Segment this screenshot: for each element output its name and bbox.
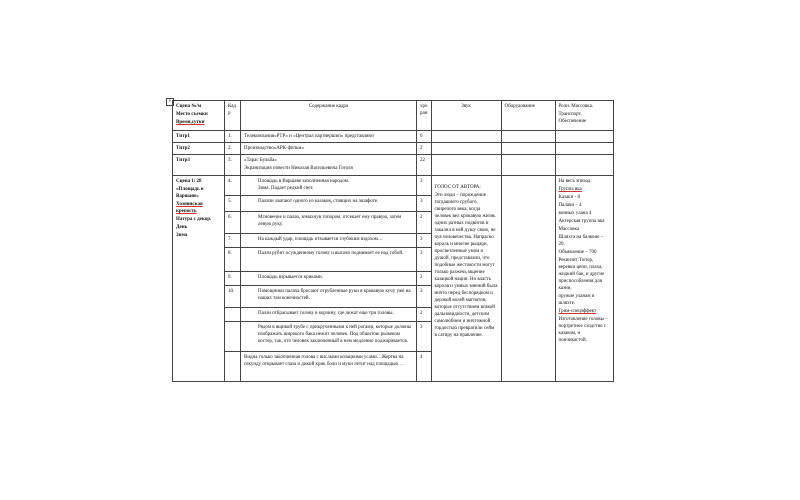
scene-line: Зима [176, 233, 188, 238]
empty-cell [555, 155, 613, 176]
roles-line: вонных улана 4 [558, 211, 592, 216]
shot-content-line: Зима. Падает редкий снег. [258, 186, 314, 191]
sound-cell [431, 176, 501, 382]
shot-content-line: Видна только закопченная голова с вислыми козацкими усами…Жертва на секунду открывает глаза и дикий крик боли и муки летит над площадью… [244, 355, 404, 367]
scene-line: «Площадь в Варшаве» [176, 187, 204, 199]
roles-line: Казаки - 8 [558, 195, 580, 200]
roles-line: Группа вка [558, 187, 582, 192]
shooting-script-table [172, 100, 614, 382]
title-duration: 2 [417, 143, 432, 155]
shot-duration: 2 [417, 272, 432, 286]
scene-line: Натура с декор. [176, 217, 212, 222]
header-scene-line: Сцена №/м [176, 104, 202, 109]
shot-content [241, 196, 417, 212]
roles-line: На весь эпизод: [558, 179, 592, 184]
empty-cell [501, 143, 555, 155]
title-frame: 1. [225, 131, 241, 143]
roles-line: Изготовление головы – портретное сходство с казаком, и пончикастой. [558, 317, 608, 343]
empty-cell [431, 155, 501, 176]
title-frame: 2. [225, 143, 241, 155]
table-move-handle-icon[interactable]: + [166, 98, 174, 106]
shot-content [241, 234, 417, 248]
shot-content [241, 322, 417, 352]
shot-content-line: Мгновение и палач, взмахнув топором, отсекает ему правую, затем левую руку. [258, 215, 402, 227]
roles-line: Грим-спецэффект [558, 309, 597, 314]
roles-line: Палачи – 4 [558, 203, 582, 208]
shot-content-line: Рядом в ящикой трубе с прикрученными к ней рогами, которые должны изображать широкого бака нежит человек. Под обшитою рыжеком костер, так, что человек заключенный в нем медленно поджаривается. [258, 325, 412, 344]
header-sound: Звук [431, 101, 501, 131]
shot-content [241, 248, 417, 272]
title-content [241, 155, 417, 176]
title-row [173, 143, 614, 155]
header-equipment: Оборудование [501, 101, 555, 131]
roles-line: Массовка [558, 227, 580, 232]
shot-frame: 7. [225, 234, 241, 248]
title-row [173, 155, 614, 176]
shot-content-line: На каждый удар, площадь отзывается глубоким вздохом… [258, 237, 383, 242]
sound-heading: ГОЛОС ОТ АВТОРА: [434, 185, 481, 190]
shot-content-line: Площадь в Варшаве заполненная народом. [258, 179, 350, 184]
shot-frame: 9. [225, 272, 241, 286]
empty-cell [501, 155, 555, 176]
shot-frame [225, 308, 241, 322]
shot-content-line: Площадь взрывается криками. [258, 275, 323, 280]
roles-line: оружие уланам и шляхте. [558, 294, 595, 306]
title-duration: 6 [417, 131, 432, 143]
title-scene: Титр3 [173, 155, 225, 176]
empty-cell [431, 131, 501, 143]
shot-row [173, 176, 614, 196]
header-scene-line: Место съемки [176, 112, 208, 117]
title-content: Телекомпания«РТР» и «Централ партнершип» представляют [241, 131, 417, 143]
shot-frame: 4. [225, 176, 241, 196]
shot-duration: 3 [417, 286, 432, 308]
roles-line: Реквизит:Топор, веревки цепи, плаха, жидкий бак, и другие приспособления для казни, [558, 258, 605, 291]
shot-duration: 2 [417, 212, 432, 234]
scene-line: Сцена 1/ 28 [176, 179, 202, 184]
roles-cell [555, 176, 613, 382]
shot-duration: 2 [417, 308, 432, 322]
title-content: Производство«АРК-фильм» [241, 143, 417, 155]
shot-frame: 5. [225, 196, 241, 212]
equipment-cell [501, 176, 555, 382]
empty-cell [501, 131, 555, 143]
header-frame: Кад р [225, 101, 241, 131]
shot-content-line: Помощники палача бросают отрубленные руки в кровавую кучу уже на наших там конечностей. [258, 289, 411, 301]
title-scene: Титр2 [173, 143, 225, 155]
title-duration: 22 [417, 155, 432, 176]
shot-content-line: Палач отбрасывает голову в корзину, где лежат еще три головы. [258, 311, 394, 316]
shot-duration: 4 [417, 352, 432, 382]
title-row [173, 131, 614, 143]
header-roles-line: Роли. Массовка. [558, 104, 594, 109]
title-frame: 3. [225, 155, 241, 176]
shot-duration: 3 [417, 248, 432, 272]
empty-cell [555, 143, 613, 155]
shot-content [241, 176, 417, 196]
empty-cell [431, 143, 501, 155]
header-roles [555, 101, 613, 131]
shot-frame [225, 352, 241, 382]
shot-duration: 3 [417, 322, 432, 352]
sound-text: Эти люди – порождение тогдашнего грубого, свирепого века, когда человек вел кровавую жизнь одних ратных подвигов и закалил в ней душу свою, не чуя человечества. Напрасно король и многие рыцари, просветленные умом и душой, представляли, что подобные жестокости могут только разжечь мщение казацкой нации. Но власть короля и умных мнений была ничто перед беспорядком и дерзкой волей магнатов, которые отсутствием всякой дальновидности, детским самолюбием и ничтожной гордостью превратили сейм в сатиру на правление. [434, 193, 498, 338]
title-content-line: «Тарас Бульба» [244, 158, 277, 163]
header-row [173, 101, 614, 131]
header-scene-line: Время,сутки [176, 120, 205, 125]
shot-frame: 10. [225, 286, 241, 308]
scene-line: Хозяинская крепость [176, 202, 203, 214]
shot-frame [225, 322, 241, 352]
shot-content-line: Палачи хватают одного из казаков, стоящих на эшафоте. [258, 199, 379, 204]
title-content-line: Экранизация повести Николая Васильевича Гоголя [244, 166, 353, 171]
scene-cell [173, 176, 225, 382]
roles-line: Объявление – 700 [558, 250, 597, 255]
header-content: Содержание кадра [241, 101, 417, 131]
shot-frame: 8. [225, 248, 241, 272]
shot-frame: 6. [225, 212, 241, 234]
shot-content [241, 352, 417, 382]
empty-cell [555, 131, 613, 143]
roles-line: Шляхта на балконе – 20. [558, 235, 604, 247]
shot-content [241, 212, 417, 234]
header-scene [173, 101, 225, 131]
shot-content [241, 272, 417, 286]
shot-duration: 3 [417, 196, 432, 212]
title-scene: Титр1 [173, 131, 225, 143]
header-duration: хро ран [417, 101, 432, 131]
roles-line: Актерская группа вка [558, 219, 605, 224]
shot-duration: 3 [417, 176, 432, 196]
shot-duration: 3 [417, 234, 432, 248]
shot-content [241, 286, 417, 308]
header-roles-line: Транспорт. Обеспечение [558, 112, 587, 124]
scene-line: День [176, 225, 188, 230]
shot-content-line: Палач рубит осужденному голову и высоко поднимает ее над собой. [258, 251, 404, 256]
shot-content [241, 308, 417, 322]
